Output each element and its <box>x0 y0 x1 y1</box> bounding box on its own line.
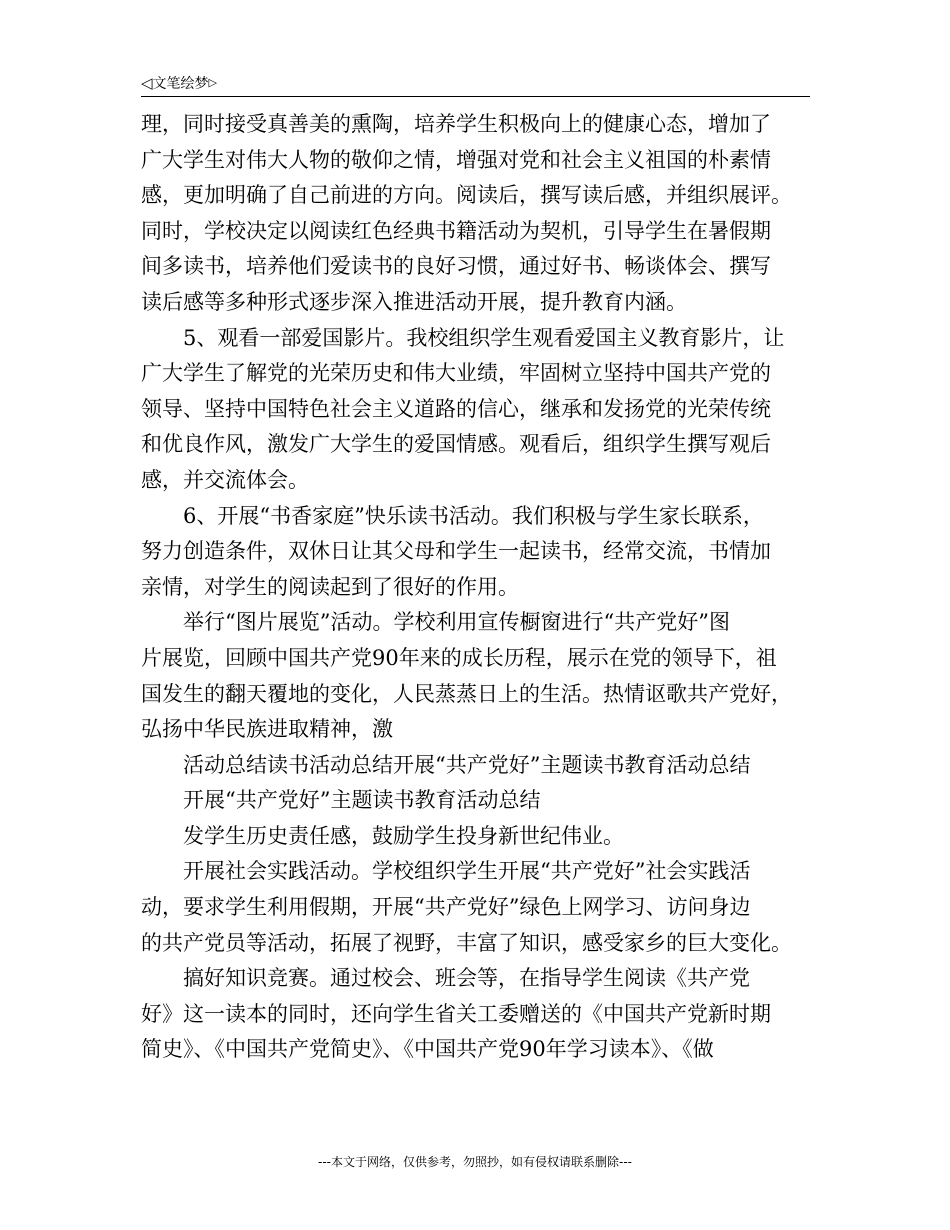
paragraph <box>141 783 816 819</box>
text-line: 开展“共产党好”主题读书教育活动总结 <box>183 788 541 813</box>
left-triangle-icon: ◁ <box>141 74 153 92</box>
text-line: 领导、坚持中国特色社会主义道路的信心，继承和发扬党的光荣传统 <box>141 396 771 421</box>
paragraph <box>141 605 816 747</box>
text-line: 发学生历史责任感，鼓励学生投身新世纪伟业。 <box>183 823 624 848</box>
text-line: 简史》、《中国共产党简史》、《中国共产党90年学习读本》、《做 <box>141 1037 714 1062</box>
text-line: 广大学生对伟大人物的敬仰之情，增强对党和社会主义祖国的朴素情 <box>141 147 771 172</box>
text-line: 感，更加明确了自己前进的方向。阅读后，撰写读后感，并组织展评。 <box>141 183 792 208</box>
text-line: 理，同时接受真善美的熏陶，培养学生积极向上的健康心态，增加了 <box>141 112 771 136</box>
text-line: 活动总结读书活动总结开展“共产党好”主题读书教育活动总结 <box>183 752 751 777</box>
document-body <box>141 107 816 1068</box>
text-line: 5、观看一部爱国影片。我校组织学生观看爱国主义教育影片，让 <box>183 325 785 350</box>
paragraph <box>141 854 816 961</box>
text-line: 读后感等多种形式逐步深入推进活动开展，提升教育内涵。 <box>141 289 687 314</box>
text-line: 国发生的翻天覆地的变化，人民蒸蒸日上的生活。热情讴歌共产党好， <box>141 681 792 706</box>
text-line: 的共产党员等活动，拓展了视野，丰富了知识，感受家乡的巨大变化。 <box>141 930 792 955</box>
text-line: 好》这一读本的同时，还向学生省关工委赠送的《中国共产党新时期 <box>141 1001 771 1026</box>
text-line: 动，要求学生利用假期，开展“共产党好”绿色上网学习、访问身边 <box>141 895 751 920</box>
page-footer: ---本文于网络，仅供参考，勿照抄，如有侵权请联系删除--- <box>318 1155 632 1169</box>
paragraph <box>141 748 816 784</box>
text-line: 和优良作风，激发广大学生的爱国情感。观看后，组织学生撰写观后 <box>141 432 771 457</box>
text-line: 搞好知识竞赛。通过校会、班会等，在指导学生阅读《共产党 <box>183 966 750 991</box>
paragraph <box>141 321 816 499</box>
text-line: 感，并交流体会。 <box>141 467 309 492</box>
right-triangle-icon: ▷ <box>208 76 218 89</box>
text-line: 同时，学校决定以阅读红色经典书籍活动为契机，引导学生在暑假期 <box>141 218 771 243</box>
text-line: 广大学生了解党的光荣历史和伟大业绩，牢固树立坚持中国共产党的 <box>141 361 771 386</box>
text-line: 举行“图片展览”活动。学校利用宣传橱窗进行“共产党好”图 <box>183 610 730 635</box>
paragraph <box>141 819 816 855</box>
page-header <box>141 72 810 97</box>
header-title: 文笔绘梦 <box>152 76 209 92</box>
text-line: 亲情，对学生的阅读起到了很好的作用。 <box>141 574 519 599</box>
text-line: 努力创造条件，双休日让其父母和学生一起读书，经常交流，书情加 <box>141 539 771 564</box>
paragraph <box>141 961 816 1068</box>
header-brand <box>141 74 217 93</box>
text-line: 间多读书，培养他们爱读书的良好习惯，通过好书、畅谈体会、撰写 <box>141 254 771 279</box>
text-line: 弘扬中华民族进取精神，激 <box>141 717 393 742</box>
paragraph <box>141 499 816 606</box>
text-line: 片展览，回顾中国共产党90年来的成长历程，展示在党的领导下，祖 <box>141 645 777 670</box>
paragraph <box>141 107 816 321</box>
text-line: 开展社会实践活动。学校组织学生开展“共产党好”社会实践活 <box>183 859 751 884</box>
text-line: 6、开展“书香家庭”快乐读书活动。我们积极与学生家长联系， <box>183 503 764 528</box>
